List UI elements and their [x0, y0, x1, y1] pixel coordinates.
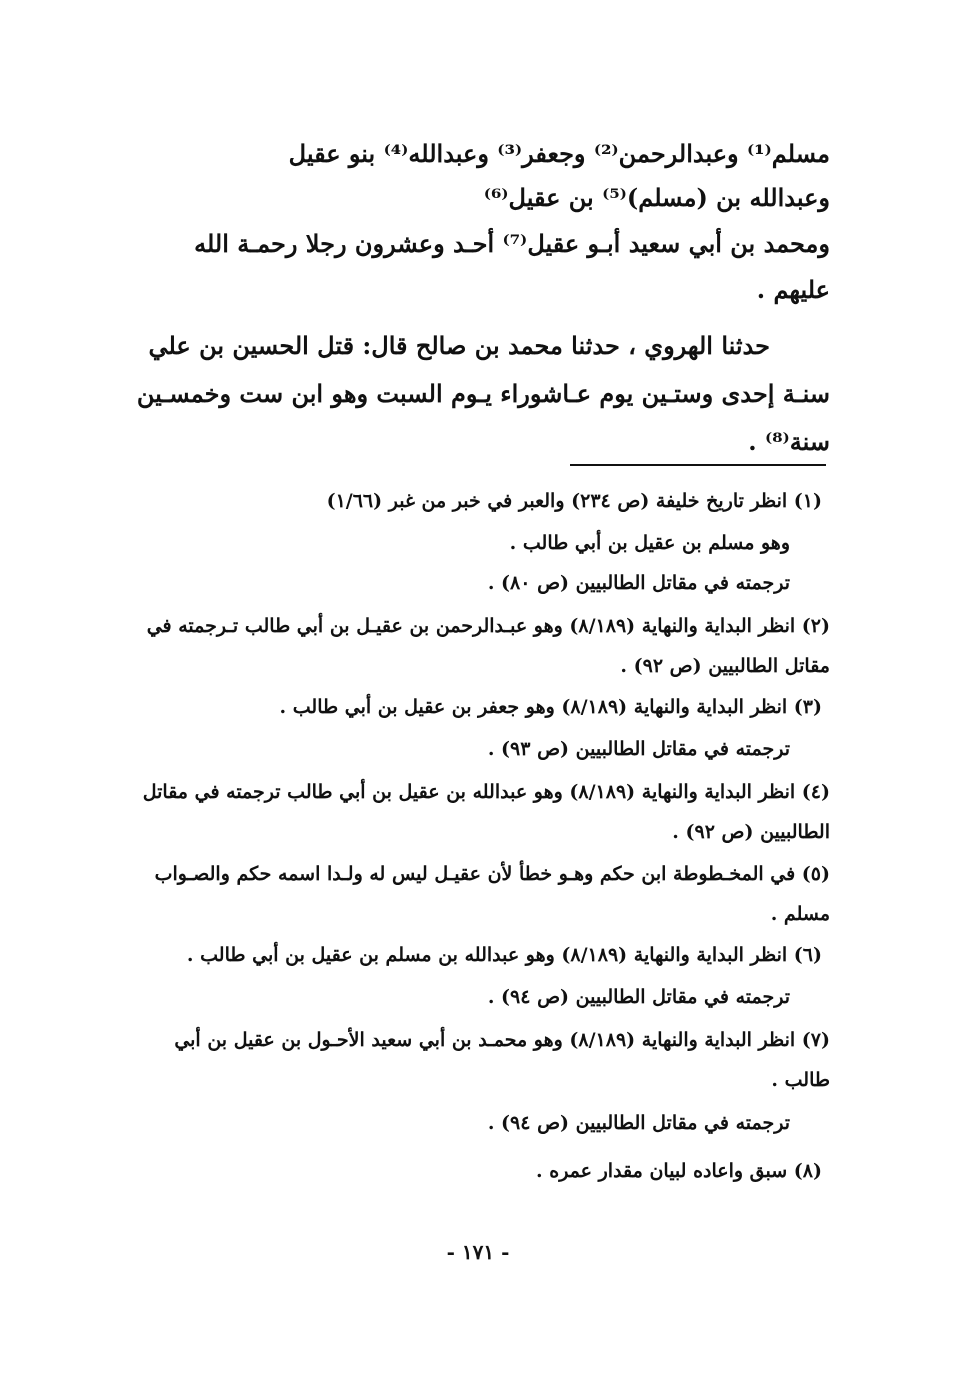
footnote-6: (٦) انظر البداية والنهاية (٨/١٨٩) وهو عبدالله بن مسلم بن عقيل بن أبي طالب . [186, 944, 822, 966]
verse-line-4: عليهم . [756, 275, 830, 304]
footnote-divider [570, 464, 826, 466]
footnote-7: (٧) انظر البداية والنهاية (٨/١٨٩) وهو محمـد بن أبي سعيد الأحـول بن عقيل بن أبي طالب . [174, 1029, 830, 1091]
footnote-1: (١) انظر تاريخ خليفة (ص ٢٣٤) والعبر في خبر من غبر (١/٦٦) [326, 490, 822, 512]
footnote-8: (٨) سبق واعاده لبيان مقدار عمره . [536, 1160, 822, 1182]
footnote-7-line-3: ترجمته في مقاتل الطالبيين (ص ٩٤) . [487, 1112, 790, 1134]
footnote-1-line-3: ترجمته في مقاتل الطالبيين (ص ٨٠) . [487, 572, 790, 594]
narration-paragraph: حدثنا الهروي ، حدثنا محمد بن صالح قال: قتل الحسين بن علي سنـة إحدى وستـين يوم عـاشوراء يـوم السبت وهو ابن ست وخمسـين سنة⁽⁸⁾ . [136, 331, 830, 456]
footnote-3: (٣) انظر البداية والنهاية (٨/١٨٩) وهو جعفر بن عقيل بن أبي طالب . [279, 696, 822, 718]
page-number: - ١٧١ - [446, 1240, 510, 1264]
footnote-2: (٢) انظر البداية والنهاية (٨/١٨٩) وهو عبـدالرحمن بن عقيـل بن أبي طالب تـرجمته في مقاتل الطالبيين (ص ٩٢) . [146, 615, 830, 677]
footnote-5: (٥) في المخـطوطة ابن حكم وهـو خطأ لأن عقيـل ليس له ولـدا اسمه حكم والصـواب مسلم . [154, 863, 830, 925]
verse-line-1: مسلم⁽¹⁾ وعبدالرحمن⁽²⁾ وجعفر⁽³⁾ وعبدالله⁽⁴⁾ بنو عقيل [288, 139, 830, 168]
footnote-1-line-2: وهو مسلم بن عقيل بن أبي طالب . [509, 532, 790, 554]
verse-line-3: ومحمد بن أبي سعيد أبـو عقيل⁽⁷⁾ أحـد وعشرون رجلا رحمـة الله [194, 229, 830, 258]
footnote-4: (٤) انظر البداية والنهاية (٨/١٨٩) وهو عبدالله بن عقيل بن أبي طالب ترجمته في مقاتل الطالبيين (ص ٩٢) . [142, 781, 830, 843]
footnote-6-line-2: ترجمته في مقاتل الطالبيين (ص ٩٤) . [487, 986, 790, 1008]
footnote-3-line-2: ترجمته في مقاتل الطالبيين (ص ٩٣) . [487, 738, 790, 760]
verse-line-2: وعبدالله بن (مسلم)⁽⁵⁾ بن عقيل⁽⁶⁾ [483, 183, 830, 212]
